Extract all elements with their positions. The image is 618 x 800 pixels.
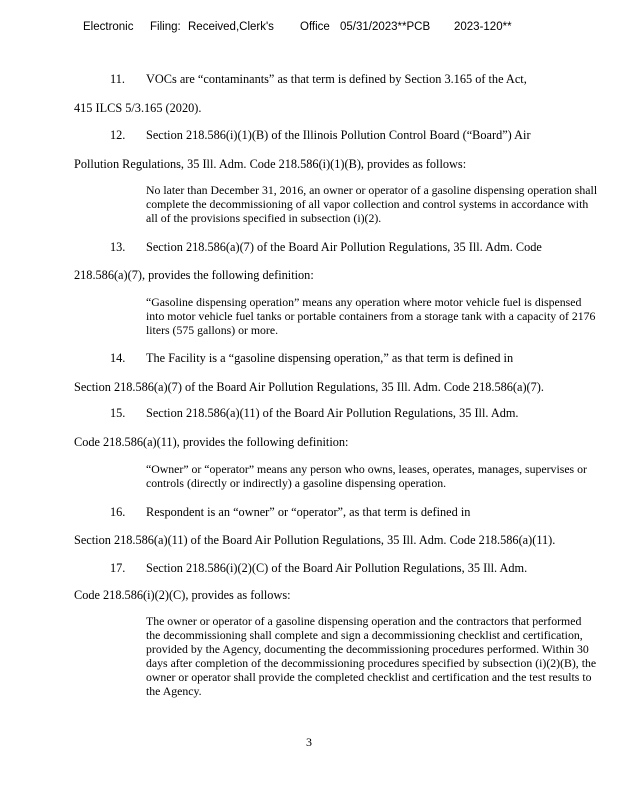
header-office: Office	[300, 21, 330, 33]
paragraph-number: 15.	[110, 406, 126, 420]
paragraph-number: 17.	[110, 561, 126, 575]
paragraph-line: Pollution Regulations, 35 Ill. Adm. Code 218.586(i)(1)(B), provides as follows:	[74, 157, 467, 171]
paragraph-number: 12.	[110, 128, 126, 142]
paragraph-line: The Facility is a “gasoline dispensing operation,” as that term is defined in	[146, 351, 514, 365]
page-number: 3	[306, 735, 312, 749]
paragraph-number: 14.	[110, 351, 126, 365]
header-electronic: Electronic	[83, 21, 134, 33]
block-quote: “Owner” or “operator” means any person who owns, leases, operates, manages, supervises or controls (directly or indirectly) a gasoline dispensing operation.	[146, 462, 587, 490]
filing-header	[0, 21, 618, 37]
paragraph-line: Respondent is an “owner” or “operator”, as that term is defined in	[146, 505, 471, 519]
block-quote: No later than December 31, 2016, an owner or operator of a gasoline dispensing operation shall complete the decommissioning of all vapor collection and control systems in accordance with all of the provisions specified in subsection (i)(2).	[146, 183, 598, 225]
paragraph-line: VOCs are “contaminants” as that term is defined by Section 3.165 of the Act,	[146, 72, 527, 86]
paragraph-line: Section 218.586(a)(11) of the Board Air Pollution Regulations, 35 Ill. Adm. Code 218.586(a)(11).	[74, 533, 556, 547]
paragraph-line: 218.586(a)(7), provides the following definition:	[74, 268, 314, 282]
paragraph-line: Section 218.586(i)(1)(B) of the Illinois Pollution Control Board (“Board”) Air	[146, 128, 531, 142]
paragraph-line: 415 ILCS 5/3.165 (2020).	[74, 101, 202, 115]
paragraph-line: Section 218.586(a)(11) of the Board Air Pollution Regulations, 35 Ill. Adm.	[146, 406, 519, 420]
header-received: Received,Clerk's	[188, 21, 274, 33]
paragraph-number: 11.	[110, 72, 125, 86]
block-quote: “Gasoline dispensing operation” means any operation where motor vehicle fuel is dispensed into motor vehicle fuel tanks or portable containers from a storage tank with a capacity of 2176 liters (575 gallons) or more.	[146, 295, 596, 337]
paragraph-number: 13.	[110, 240, 126, 254]
header-case-number: 2023-120**	[454, 21, 512, 33]
header-filing: Filing:	[150, 21, 181, 33]
block-quote: The owner or operator of a gasoline dispensing operation and the contractors that performed the decommissioning shall complete and sign a decommissioning checklist and certification, provided by the Agency, documenting the decommissioning procedures performed. Within 30 days after completion of the decommissioning procedures specified by subsection (i)(2)(B), the owner or operator shall provide the completed checklist and certification and the test results to the Agency.	[146, 614, 597, 698]
header-date: 05/31/2023**PCB	[340, 21, 431, 33]
paragraph-line: Section 218.586(a)(7) of the Board Air Pollution Regulations, 35 Ill. Adm. Code 218.586(a)(7).	[74, 380, 544, 394]
paragraph-line: Section 218.586(a)(7) of the Board Air Pollution Regulations, 35 Ill. Adm. Code	[146, 240, 542, 254]
paragraph-line: Section 218.586(i)(2)(C) of the Board Air Pollution Regulations, 35 Ill. Adm.	[146, 561, 528, 575]
paragraph-line: Code 218.586(i)(2)(C), provides as follows:	[74, 588, 291, 602]
paragraph-number: 16.	[110, 505, 126, 519]
paragraph-line: Code 218.586(a)(11), provides the following definition:	[74, 435, 349, 449]
